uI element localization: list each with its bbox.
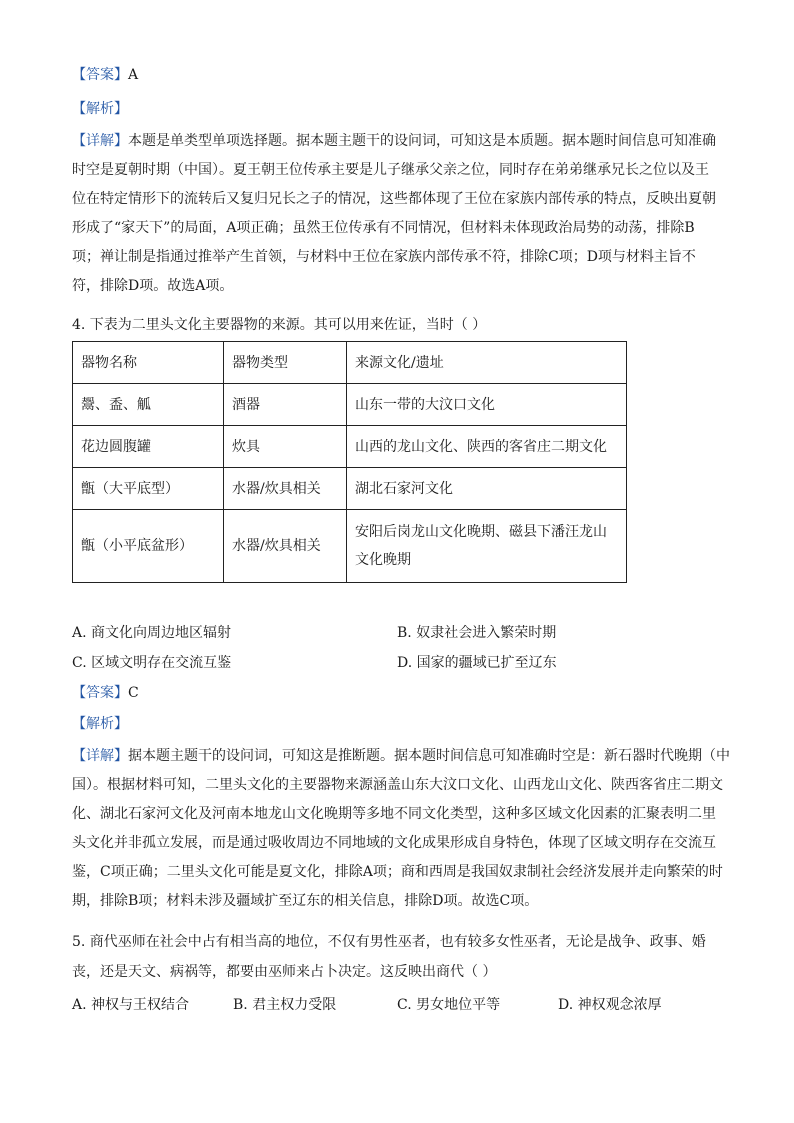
q3-detail-line-4: 形成了“家天下”的局面，A项正确；虽然王位传承有不同情况，但材料未体现政治局势的动荡，排除B bbox=[72, 220, 695, 236]
q4-option-a[interactable]: A. 商文化向周边地区辐射 bbox=[72, 625, 232, 641]
q4-detail-line-3: 化、湖北石家河文化及河南本地龙山文化晚期等多地不同文化类型，这种多区域文化因素的汇聚表明二里 bbox=[72, 806, 716, 822]
q4-stem: 4. 下表为二里头文化主要器物的来源。其可以用来佐证，当时（ ） bbox=[72, 317, 487, 333]
q4-detail-text-1: 据本题主题干的设问词，可知这是推断题。据本题时间信息可知准确时空是：新石器时代晚期（中 bbox=[128, 748, 730, 764]
q3-detail-text-1: 本题是单类型单项选择题。据本题主题干的设问词，可知这是本质题。据本题时间信息可知准确 bbox=[128, 133, 716, 149]
q4-answer-line bbox=[72, 683, 139, 703]
table-cell: 山西的龙山文化、陕西的客省庄二期文化 bbox=[347, 426, 627, 468]
q4-detail-line-4: 头文化并非孤立发展，而是通过吸收周边不同地域的文化成果形成自身特色，体现了区域文明存在交流互 bbox=[72, 835, 716, 851]
table-row bbox=[73, 426, 627, 468]
q3-analysis-tag: 【解析】 bbox=[72, 101, 128, 117]
table-cell: 甑（小平底盆形） bbox=[73, 510, 224, 583]
table-cell: 水器/炊具相关 bbox=[224, 510, 347, 583]
q4-option-b[interactable]: B. 奴隶社会进入繁荣时期 bbox=[397, 625, 557, 641]
table-row bbox=[73, 384, 627, 426]
table-cell: 花边圆腹罐 bbox=[73, 426, 224, 468]
q3-answer-value: A bbox=[128, 67, 139, 83]
q4-option-c[interactable]: C. 区域文明存在交流互鉴 bbox=[72, 655, 232, 671]
q4-analysis-tag: 【解析】 bbox=[72, 716, 128, 732]
q3-detail-line-6: 符，排除D项。故选A项。 bbox=[72, 278, 234, 294]
q3-detail-tag: 【详解】 bbox=[72, 133, 128, 149]
q4-answer-tag: 【答案】 bbox=[72, 685, 128, 701]
q3-detail-line-1 bbox=[72, 131, 716, 151]
q4-detail-line-1 bbox=[72, 746, 730, 766]
q3-answer-line bbox=[72, 65, 138, 85]
table-header-cell: 来源文化/遗址 bbox=[347, 342, 627, 384]
q5-option-c[interactable]: C. 男女地位平等 bbox=[397, 997, 501, 1013]
q5-stem-line-1: 5. 商代巫师在社会中占有相当高的地位，不仅有男性巫者，也有较多女性巫者，无论是战争、政事、婚 bbox=[72, 934, 706, 950]
table-cell: 山东一带的大汶口文化 bbox=[347, 384, 627, 426]
q4-detail-line-5: 鉴，C项正确；二里头文化可能是夏文化，排除A项；商和西周是我国奴隶制社会经济发展并走向繁荣的时 bbox=[72, 864, 723, 880]
q3-detail-line-2: 时空是夏朝时期（中国）。夏王朝王位传承主要是儿子继承父亲之位，同时存在弟弟继承兄长之位以及王 bbox=[72, 162, 709, 178]
table-cell-multiline bbox=[347, 510, 627, 583]
q5-option-b[interactable]: B. 君主权力受限 bbox=[233, 997, 337, 1013]
q4-answer-value: C bbox=[128, 685, 139, 701]
table-header-cell: 器物名称 bbox=[73, 342, 224, 384]
q5-stem-line-2: 丧，还是天文、病祸等，都要由巫师来占卜决定。这反映出商代（ ） bbox=[72, 964, 497, 980]
q3-detail-line-3: 位在特定情形下的流转后又复归兄长之子的情况，这些都体现了王位在家族内部传承的特点，反映出夏朝 bbox=[72, 191, 716, 207]
q3-detail-line-5: 项；禅让制是指通过推举产生首领，与材料中王位在家族内部传承不符，排除C项；D项与材料主旨不 bbox=[72, 249, 696, 265]
q4-source-table bbox=[72, 341, 627, 583]
table-row bbox=[73, 468, 627, 510]
q3-answer-tag: 【答案】 bbox=[72, 67, 128, 83]
table-cell-line-2: 文化晚期 bbox=[355, 552, 411, 568]
table-header-cell: 器物类型 bbox=[224, 342, 347, 384]
q4-detail-line-6: 期，排除B项；材料未涉及疆域扩至辽东的相关信息，排除D项。故选C项。 bbox=[72, 893, 539, 909]
q4-detail-tag: 【详解】 bbox=[72, 748, 128, 764]
table-cell: 水器/炊具相关 bbox=[224, 468, 347, 510]
q5-option-a[interactable]: A. 神权与王权结合 bbox=[72, 997, 190, 1013]
q4-option-d[interactable]: D. 国家的疆域已扩至辽东 bbox=[397, 655, 557, 671]
table-row bbox=[73, 510, 627, 583]
table-cell: 炊具 bbox=[224, 426, 347, 468]
table-cell: 湖北石家河文化 bbox=[347, 468, 627, 510]
q4-detail-line-2: 国）。根据材料可知，二里头文化的主要器物来源涵盖山东大汶口文化、山西龙山文化、陕西客省庄二期文 bbox=[72, 777, 723, 793]
table-header-row bbox=[73, 342, 627, 384]
table-cell: 酒器 bbox=[224, 384, 347, 426]
table-cell: 甑（大平底型） bbox=[73, 468, 224, 510]
q5-option-d[interactable]: D. 神权观念浓厚 bbox=[558, 997, 662, 1013]
table-cell: 鬶、盉、觚 bbox=[73, 384, 224, 426]
table-cell-line-1: 安阳后岗龙山文化晚期、磁县下潘汪龙山 bbox=[355, 524, 607, 540]
